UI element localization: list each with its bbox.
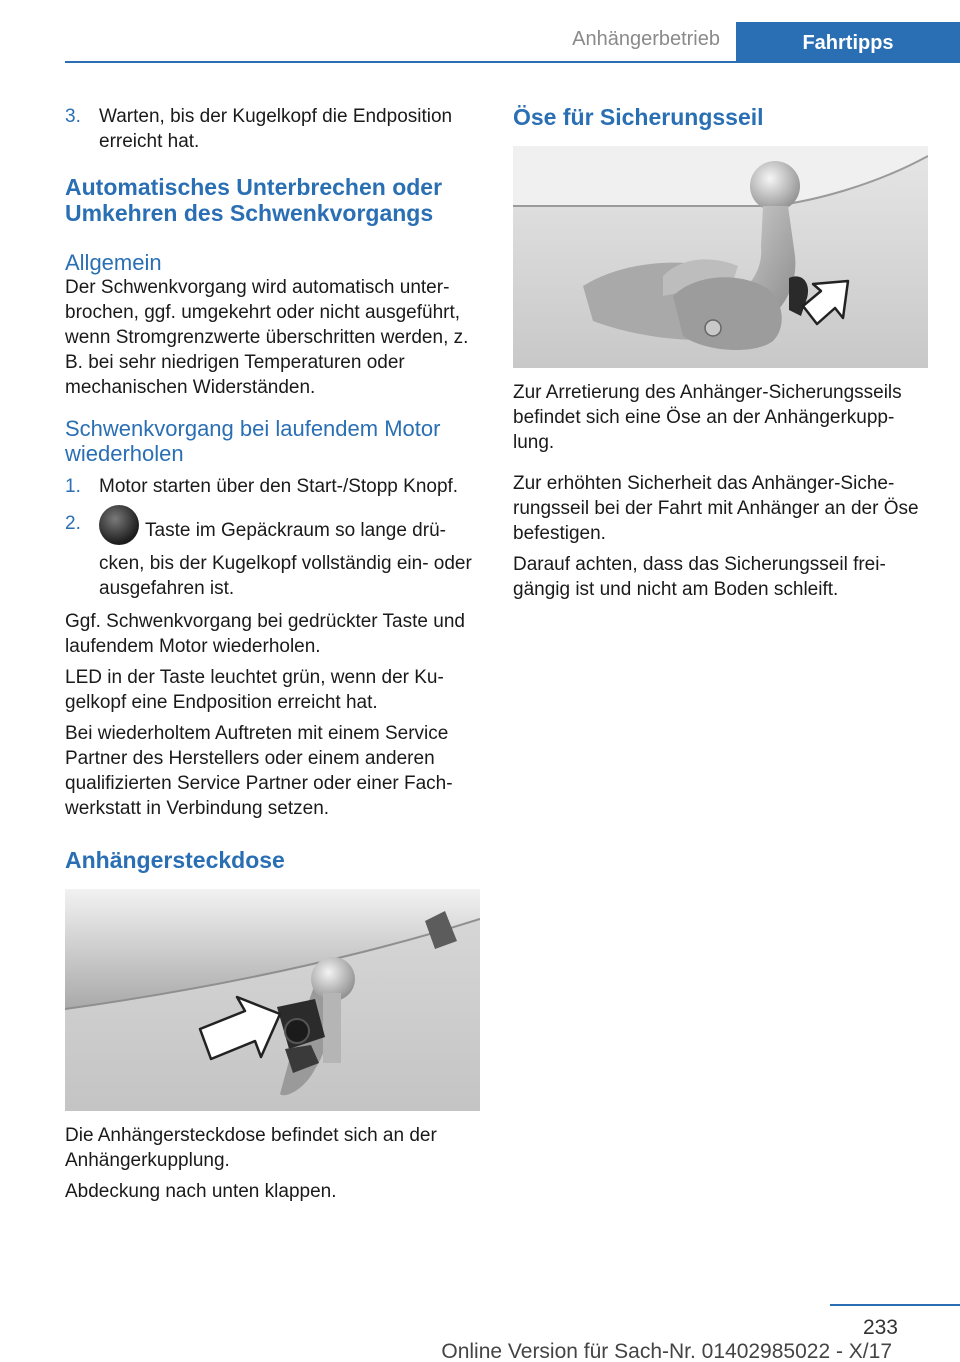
list-item-1 xyxy=(65,474,479,499)
left-column xyxy=(65,104,479,1210)
footer-rule xyxy=(830,1304,960,1306)
heading-automatic-interrupt: Automatisches Unterbrechen oder Umkehren des Schwenkvorgangs xyxy=(65,174,443,226)
heading-allgemein: Allgemein xyxy=(65,250,162,275)
paragraph-eyelet-safety: Zur erhöhten Sicherheit das Anhänger-Sicherungsseil bei der Fahrt mit Anhänger an der Öse befestigen. xyxy=(513,473,919,544)
list-text: Warten, bis der Kugelkopf die Endposition erreicht hat. xyxy=(99,106,453,152)
safety-eyelet-image xyxy=(513,146,928,368)
paragraph-allgemein: Der Schwenkvorgang wird automatisch unterbrochen, ggf. umgekehrt oder nicht ausgeführt, wenn Stromgrenzwerte überschritten werden, z. B. bei sehr niedrigen Temperaturen oder mechanischen Widerständen. xyxy=(65,277,469,398)
paragraph-eyelet-caution: Darauf achten, dass das Sicherungsseil freigängig ist und nicht am Boden schleift. xyxy=(513,554,886,600)
online-version-note: Online Version für Sach-Nr. 01402985022 - X/17 xyxy=(441,1340,892,1362)
paragraph-repeat: Ggf. Schwenkvorgang bei gedrückter Taste und laufendem Motor wiederholen. xyxy=(65,611,465,657)
trailer-hitch-button-icon xyxy=(99,505,139,545)
heading-trailer-socket: Anhängersteckdose xyxy=(65,847,285,873)
trailer-socket-image xyxy=(65,889,480,1111)
heading-repeat-swivel: Schwenkvorgang bei laufendem Motor wiederholen xyxy=(65,416,441,466)
paragraph-socket-cover: Abdeckung nach unten klappen. xyxy=(65,1181,337,1202)
list-item-2 xyxy=(65,511,479,601)
header-rule xyxy=(65,61,960,63)
right-column xyxy=(513,104,928,608)
paragraph-socket-location: Die Anhängersteckdose befindet sich an der Anhängerkupplung. xyxy=(65,1125,437,1171)
page-number: 233 xyxy=(862,1316,898,1339)
list-item-3 xyxy=(65,104,479,154)
page-header xyxy=(0,0,960,62)
list-text: Taste im Gepäckraum so lange drücken, bis der Kugelkopf vollständig ein- oder ausgefahren ist. xyxy=(99,520,472,599)
heading-safety-eyelet: Öse für Sicherungsseil xyxy=(513,104,764,130)
list-text: Motor starten über den Start-/Stopp Knopf. xyxy=(99,476,459,497)
chapter-tab: Fahrtipps xyxy=(736,22,960,62)
paragraph-service: Bei wiederholtem Auftreten mit einem Service Partner des Herstellers oder einem anderen qualifizierten Service Partner oder einer Fachwerkstatt in Verbindung setzen. xyxy=(65,723,453,819)
page-footer xyxy=(0,1296,960,1362)
paragraph-led: LED in der Taste leuchtet grün, wenn der Kugelkopf eine Endposition erreicht hat. xyxy=(65,667,444,713)
list-number: 3. xyxy=(65,106,81,127)
section-title: Anhängerbetrieb xyxy=(572,28,720,50)
list-number: 2. xyxy=(65,513,81,534)
paragraph-eyelet-purpose: Zur Arretierung des Anhänger-Sicherungsseils befindet sich eine Öse an der Anhängerkupplung. xyxy=(513,382,902,453)
list-number: 1. xyxy=(65,476,81,497)
